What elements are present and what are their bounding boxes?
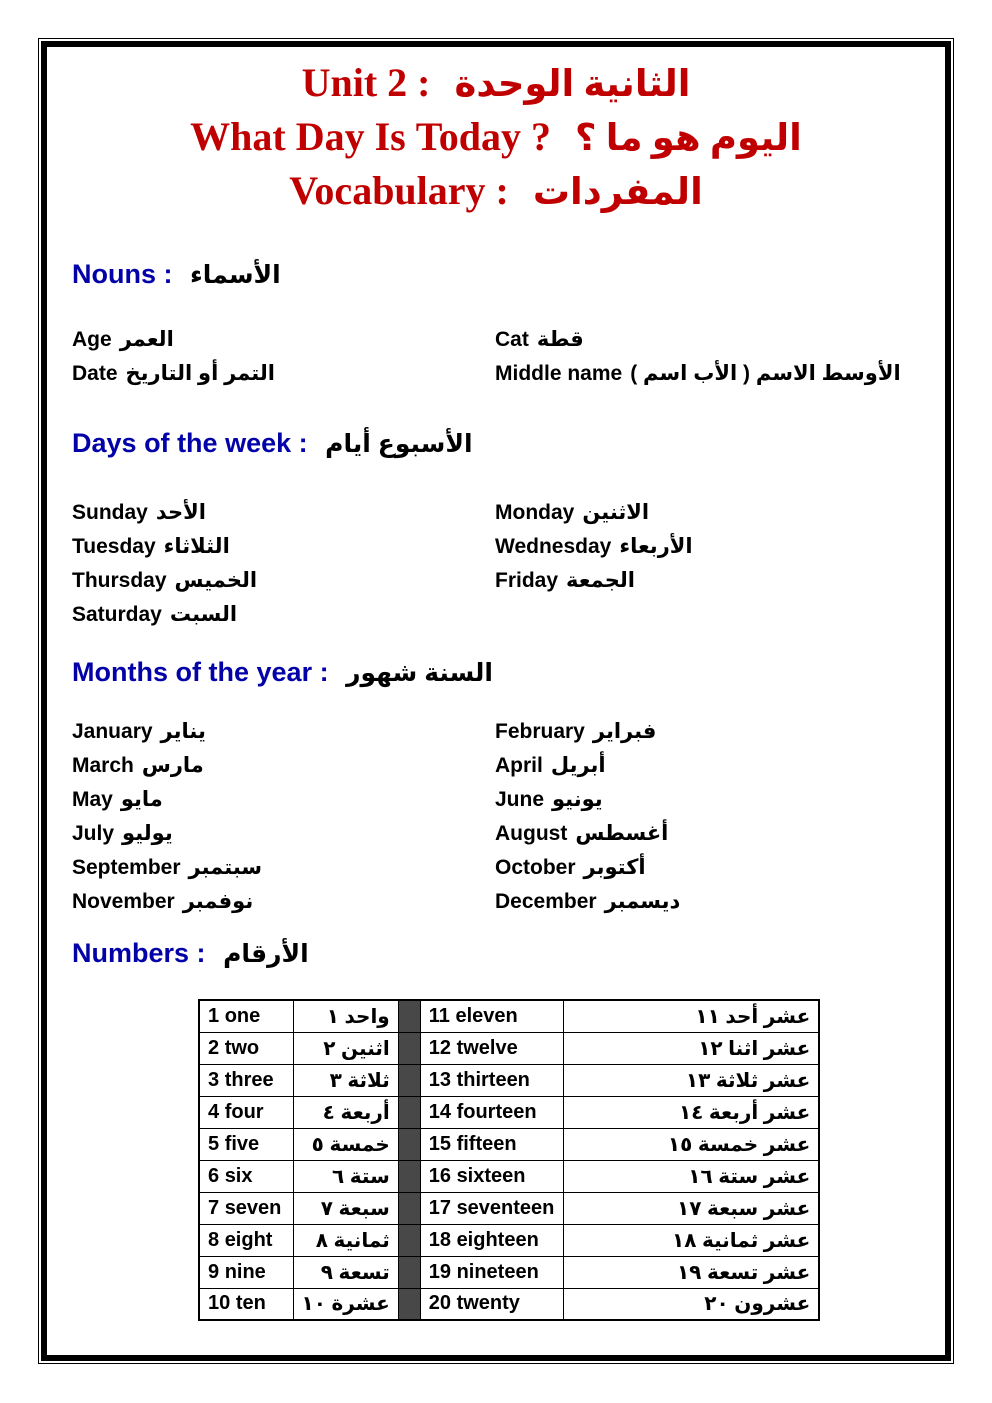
table-divider — [398, 1256, 420, 1288]
table-cell: ٩ تسعة — [293, 1256, 398, 1288]
section-numbers — [72, 936, 920, 1321]
table-cell: ١٢ اثنا عشر — [563, 1032, 819, 1064]
numbers-table — [198, 999, 820, 1321]
vocab-row — [72, 322, 920, 356]
vocab-term-ar: الاثنين — [582, 500, 650, 524]
section-months — [72, 655, 920, 918]
vocab-term-ar: الخميس — [174, 568, 258, 592]
table-cell: ٧ سبعة — [293, 1192, 398, 1224]
vocab-term-ar: يوليو — [122, 821, 173, 845]
table-cell: ١٧ سبعة عشر — [563, 1192, 819, 1224]
section-nouns-title-en: Nouns : — [72, 259, 173, 289]
vocab-term-ar: فبراير — [592, 719, 657, 743]
table-cell: ٣ ثلاثة — [293, 1064, 398, 1096]
vocab-term-en: November — [72, 889, 175, 913]
vocab-cell — [72, 327, 495, 352]
vocab-cell — [72, 889, 495, 914]
table-cell: ٦ ستة — [293, 1160, 398, 1192]
table-cell: ١٩ تسعة عشر — [563, 1256, 819, 1288]
section-numbers-title-ar: الأرقام — [223, 940, 309, 968]
title-vocabulary-ar: المفردات — [532, 172, 703, 213]
vocab-term-ar: سبتمبر — [188, 855, 263, 879]
table-cell: 7 seven — [199, 1192, 293, 1224]
page-content — [47, 57, 945, 1321]
vocab-row — [72, 816, 920, 850]
vocab-term-en: Friday — [495, 568, 559, 592]
section-numbers-header — [72, 936, 920, 971]
table-cell: ١٦ ستة عشر — [563, 1160, 819, 1192]
title-question-ar: ؟ ما هو اليوم — [574, 118, 802, 159]
vocab-term-en: Age — [72, 327, 112, 351]
numbers-row — [199, 1224, 819, 1256]
vocab-cell — [72, 855, 495, 880]
vocab-row — [72, 850, 920, 884]
section-months-rows — [72, 714, 920, 918]
table-cell: 11 eleven — [420, 1000, 563, 1032]
table-cell: ٨ ثمانية — [293, 1224, 398, 1256]
numbers-row — [199, 1256, 819, 1288]
title-line-unit — [72, 57, 920, 111]
vocab-term-ar: الأحد — [155, 500, 206, 524]
table-cell: 17 seventeen — [420, 1192, 563, 1224]
numbers-row — [199, 1096, 819, 1128]
vocab-row — [72, 356, 920, 390]
section-nouns-header — [72, 257, 920, 292]
table-cell: 5 five — [199, 1128, 293, 1160]
section-days-header — [72, 426, 920, 461]
page-border-inner — [41, 41, 951, 1361]
vocab-term-en: April — [495, 753, 543, 777]
title-vocabulary-en: Vocabulary : — [289, 168, 509, 213]
vocab-term-en: Wednesday — [495, 534, 612, 558]
vocab-row — [72, 748, 920, 782]
section-nouns-title-ar: الأسماء — [190, 261, 281, 289]
vocab-term-en: February — [495, 719, 585, 743]
numbers-row — [199, 1160, 819, 1192]
vocab-term-en: Thursday — [72, 568, 167, 592]
vocab-term-en: Tuesday — [72, 534, 156, 558]
vocab-cell — [495, 568, 920, 593]
vocab-row — [72, 529, 920, 563]
table-divider — [398, 1160, 420, 1192]
section-numbers-title-en: Numbers : — [72, 938, 206, 968]
vocab-term-en: Cat — [495, 327, 529, 351]
vocab-term-en: Date — [72, 361, 118, 385]
vocab-term-en: May — [72, 787, 113, 811]
table-cell: 12 twelve — [420, 1032, 563, 1064]
table-cell: ١٠ عشرة — [293, 1288, 398, 1320]
vocab-term-ar: مارس — [141, 753, 204, 777]
table-cell: 2 two — [199, 1032, 293, 1064]
numbers-row — [199, 1288, 819, 1320]
section-days — [72, 426, 920, 631]
numbers-row — [199, 1064, 819, 1096]
table-divider — [398, 1288, 420, 1320]
vocab-cell — [72, 719, 495, 744]
vocab-row — [72, 884, 920, 918]
table-cell: 16 sixteen — [420, 1160, 563, 1192]
vocab-term-en: Monday — [495, 500, 575, 524]
vocab-term-ar: مايو — [120, 787, 163, 811]
table-cell: 9 nine — [199, 1256, 293, 1288]
numbers-table-body — [199, 1000, 819, 1320]
section-days-title-ar: أيام الأسبوع — [325, 430, 473, 458]
vocab-term-en: December — [495, 889, 597, 913]
table-cell: 6 six — [199, 1160, 293, 1192]
vocab-row — [72, 495, 920, 529]
table-cell: ١٨ ثمانية عشر — [563, 1224, 819, 1256]
table-cell: 20 twenty — [420, 1288, 563, 1320]
vocab-term-en: March — [72, 753, 134, 777]
vocab-row — [72, 714, 920, 748]
vocab-term-en: June — [495, 787, 545, 811]
table-cell: 15 fifteen — [420, 1128, 563, 1160]
vocab-term-en: Saturday — [72, 602, 162, 626]
vocab-term-en: August — [495, 821, 568, 845]
vocab-cell — [495, 327, 920, 352]
table-cell: 19 nineteen — [420, 1256, 563, 1288]
vocab-cell — [495, 500, 920, 525]
page-border-outer — [38, 38, 954, 1364]
table-divider — [398, 1000, 420, 1032]
vocab-cell — [495, 787, 920, 812]
vocab-cell — [495, 719, 920, 744]
section-nouns — [72, 257, 920, 390]
table-divider — [398, 1096, 420, 1128]
vocab-term-en: September — [72, 855, 181, 879]
table-cell: ٢٠ عشرون — [563, 1288, 819, 1320]
vocab-term-ar: أبريل — [550, 753, 606, 777]
vocab-term-ar: الثلاثاء — [163, 534, 230, 558]
section-days-rows — [72, 495, 920, 631]
table-cell: 3 three — [199, 1064, 293, 1096]
numbers-row — [199, 1192, 819, 1224]
vocab-term-ar: ديسمبر — [604, 889, 681, 913]
vocab-term-en: Sunday — [72, 500, 148, 524]
title-line-vocabulary — [72, 165, 920, 219]
numbers-row — [199, 1000, 819, 1032]
table-cell: 4 four — [199, 1096, 293, 1128]
table-cell: 10 ten — [199, 1288, 293, 1320]
vocab-term-ar: أكتوبر — [583, 855, 646, 879]
table-divider — [398, 1032, 420, 1064]
vocab-cell — [495, 855, 920, 880]
vocab-term-ar: الأربعاء — [619, 534, 693, 558]
vocab-term-en: January — [72, 719, 153, 743]
vocab-term-ar: يناير — [160, 719, 206, 743]
vocab-cell — [72, 787, 495, 812]
vocab-cell — [72, 821, 495, 846]
table-cell: ١٣ ثلاثة عشر — [563, 1064, 819, 1096]
vocab-term-ar: نوفمبر — [182, 889, 254, 913]
vocab-cell — [495, 821, 920, 846]
vocab-cell — [72, 568, 495, 593]
vocab-term-ar: التاريخ أو التمر — [125, 361, 275, 385]
table-cell: ٤ أربعة — [293, 1096, 398, 1128]
table-cell: 14 fourteen — [420, 1096, 563, 1128]
table-cell: 8 eight — [199, 1224, 293, 1256]
vocab-cell — [495, 753, 920, 778]
numbers-row — [199, 1032, 819, 1064]
table-cell: 13 thirteen — [420, 1064, 563, 1096]
vocab-cell — [72, 534, 495, 559]
vocab-term-ar: أغسطس — [575, 821, 669, 845]
vocab-cell — [495, 534, 920, 559]
vocab-cell — [495, 361, 920, 386]
vocab-row — [72, 782, 920, 816]
title-question-en: What Day Is Today ? — [190, 114, 551, 159]
table-cell: 1 one — [199, 1000, 293, 1032]
vocab-cell — [72, 500, 495, 525]
table-cell: ٢ اثنين — [293, 1032, 398, 1064]
vocab-cell — [495, 889, 920, 914]
section-days-title-en: Days of the week : — [72, 428, 308, 458]
section-nouns-rows — [72, 322, 920, 390]
vocab-cell — [72, 361, 495, 386]
vocab-cell — [72, 602, 495, 627]
table-divider — [398, 1224, 420, 1256]
table-cell: ١٤ أربعة عشر — [563, 1096, 819, 1128]
title-line-question — [72, 111, 920, 165]
section-months-title-en: Months of the year : — [72, 657, 329, 687]
numbers-row — [199, 1128, 819, 1160]
vocab-term-ar: قطة — [536, 327, 584, 351]
table-cell: 18 eighteen — [420, 1224, 563, 1256]
vocab-term-en: Middle name — [495, 361, 623, 385]
title-unit-en: Unit 2 : — [301, 60, 431, 105]
table-divider — [398, 1064, 420, 1096]
vocab-cell — [72, 753, 495, 778]
vocab-term-ar: الجمعة — [566, 568, 635, 592]
vocab-term-ar: ( اسم الأب ) الاسم الأوسط — [630, 361, 901, 385]
section-months-header — [72, 655, 920, 690]
vocab-term-ar: السبت — [169, 602, 238, 626]
vocab-term-en: July — [72, 821, 115, 845]
section-months-title-ar: شهور السنة — [346, 659, 493, 687]
table-cell: ١ واحد — [293, 1000, 398, 1032]
vocab-term-en: October — [495, 855, 576, 879]
vocab-row — [72, 563, 920, 597]
title-unit-ar: الوحدة الثانية — [454, 64, 691, 105]
table-cell: ٥ خمسة — [293, 1128, 398, 1160]
vocab-row — [72, 597, 920, 631]
document-title — [72, 57, 920, 219]
vocab-term-ar: العمر — [119, 327, 174, 351]
table-cell: ١١ أحد عشر — [563, 1000, 819, 1032]
table-cell: ١٥ خمسة عشر — [563, 1128, 819, 1160]
table-divider — [398, 1128, 420, 1160]
table-divider — [398, 1192, 420, 1224]
vocab-term-ar: يونيو — [552, 787, 603, 811]
